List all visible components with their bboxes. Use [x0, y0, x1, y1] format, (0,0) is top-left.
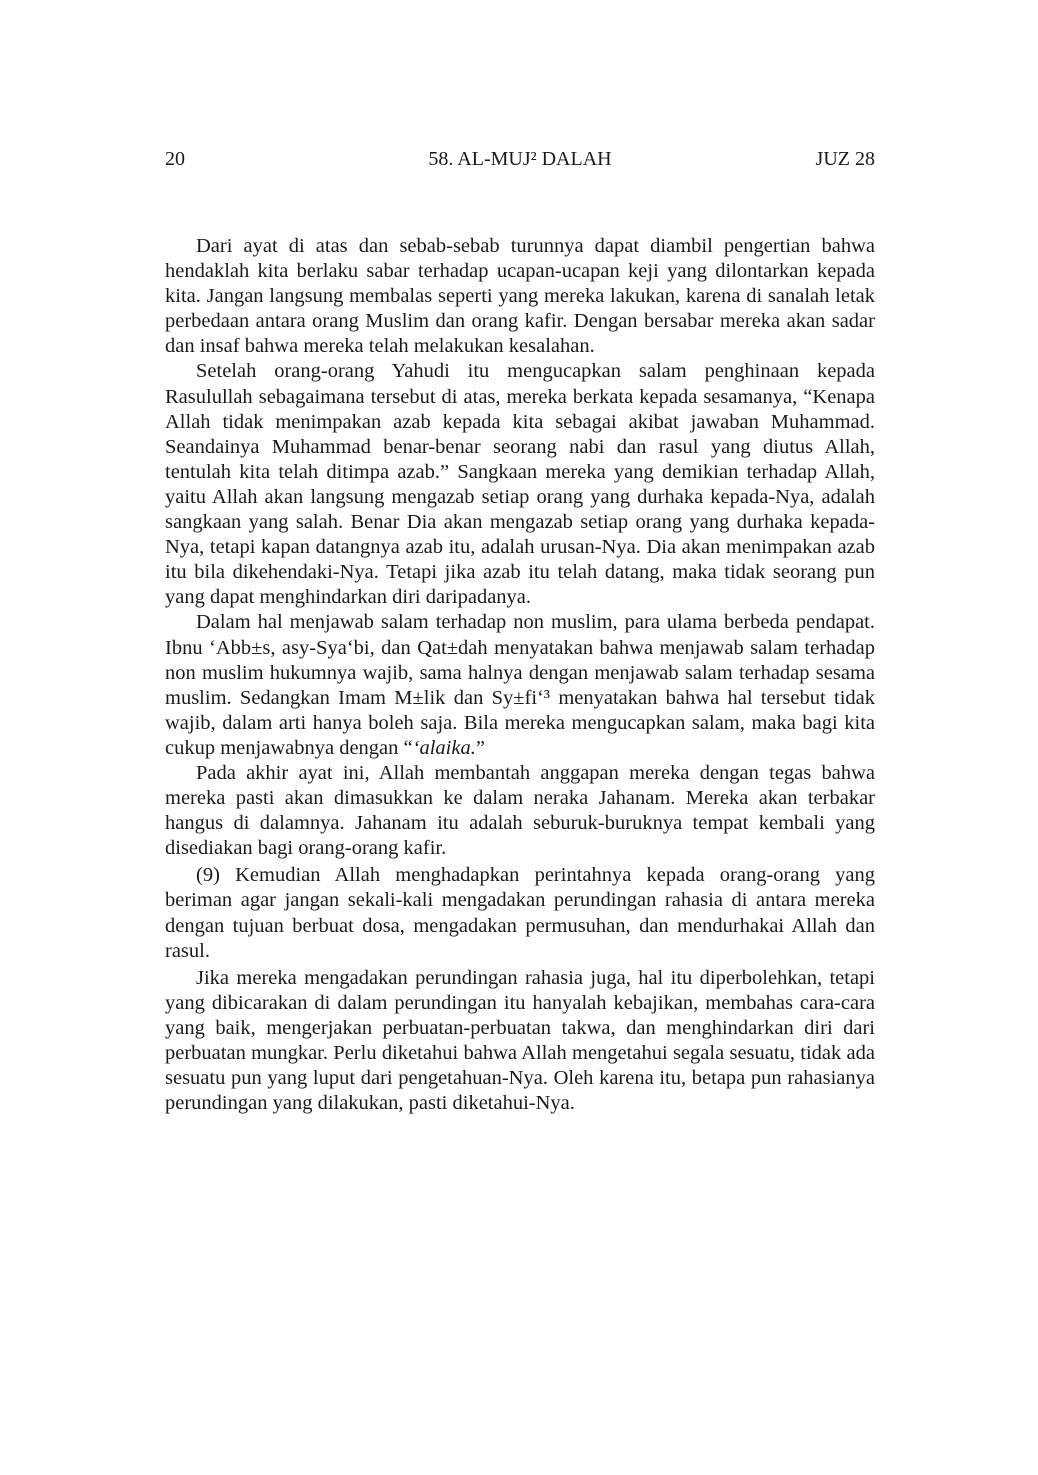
page-number: 20: [165, 148, 185, 170]
juz-label: JUZ 28: [815, 148, 875, 170]
chapter-title: 58. AL-MUJ² DALAH: [428, 148, 612, 170]
closing-quote: ”: [475, 736, 485, 759]
paragraph-text: Jika mereka mengadakan perundingan rahasia juga, hal itu diperbolehkan, tetapi yang dibicarakan di dalam perundingan itu hanyalah kebajikan, membahas cara-cara yang baik, mengerjakan perbuatan-perbuatan takwa, dan menghindarkan diri dari perbuatan mungkar. Perlu diketahui bahwa Allah mengetahui segala sesuatu, tidak ada sesuatu pun yang luput dari pengetahuan-Nya. Oleh karena itu, betapa pun rahasianya perundingan yang dilakukan, pasti diketahui-Nya.: [165, 966, 875, 1115]
paragraph: [165, 863, 875, 963]
paragraph: [165, 761, 875, 861]
italic-term: ‘alaika.: [412, 736, 476, 759]
paragraph: [165, 234, 875, 359]
page-header: [165, 146, 875, 172]
paragraph: [165, 966, 875, 1117]
paragraph-text: Dalam hal menjawab salam terhadap non muslim, para ulama berbeda pendapat. Ibnu ‘Abb±s, asy-Sya‘bi, dan Qat±dah menyatakan bahwa menjawab salam terhadap non muslim hukumnya wajib, sama halnya dengan menjawab salam terhadap sesama muslim. Sedangkan Imam M±lik dan Sy±fi‘³ menyatakan bahwa hal tersebut tidak wajib, dalam arti hanya boleh saja. Bila mereka mengucapkan salam, maka bagi kita cukup menjawabnya dengan “: [165, 611, 875, 759]
paragraph-text: Dari ayat di atas dan sebab-sebab turunnya dapat diambil pengertian bahwa hendaklah kita berlaku sabar terhadap ucapan-ucapan keji yang dilontarkan kepada kita. Jangan langsung membalas seperti yang mereka lakukan, karena di sanalah letak perbedaan antara orang Muslim dan orang kafir. Dengan bersabar mereka akan sadar dan insaf bahwa mereka telah melakukan kesalahan.: [165, 235, 875, 358]
paragraph-text: (9) Kemudian Allah menghadapkan perintahnya kepada orang-orang yang beriman agar jangan sekali-kali mengadakan perundingan rahasia di antara mereka dengan tujuan berbuat dosa, mengadakan permusuhan, dan mendurhakai Allah dan rasul.: [165, 864, 875, 962]
paragraph-text: Setelah orang-orang Yahudi itu mengucapkan salam penghinaan kepada Rasulullah sebagaimana tersebut di atas, mereka berkata kepada sesamanya, “Kenapa Allah tidak menimpakan azab kepada kita sebagai akibat jawaban Muhammad. Seandainya Muhammad benar-benar seorang nabi dan rasul yang diutus Allah, tentulah kita telah ditimpa azab.” Sangkaan mereka yang demikian terhadap Allah, yaitu Allah akan langsung mengazab setiap orang yang durhaka kepada-Nya, adalah sangkaan yang salah. Benar Dia akan mengazab setiap orang yang durhaka kepada-Nya, tetapi kapan datangnya azab itu, adalah urusan-Nya. Dia akan menimpakan azab itu bila dikehendaki-Nya. Tetapi jika azab itu telah datang, maka tidak seorang pun yang dapat menghindarkan diri daripadanya.: [165, 360, 875, 609]
body-text: [165, 234, 875, 1116]
paragraph: [165, 359, 875, 610]
paragraph: [165, 610, 875, 761]
paragraph-text: Pada akhir ayat ini, Allah membantah anggapan mereka dengan tegas bahwa mereka pasti akan dimasukkan ke dalam neraka Jahanam. Mereka akan terbakar hangus di dalamnya. Jahanam itu adalah seburuk-buruknya tempat kembali yang disediakan bagi orang-orang kafir.: [165, 761, 875, 860]
